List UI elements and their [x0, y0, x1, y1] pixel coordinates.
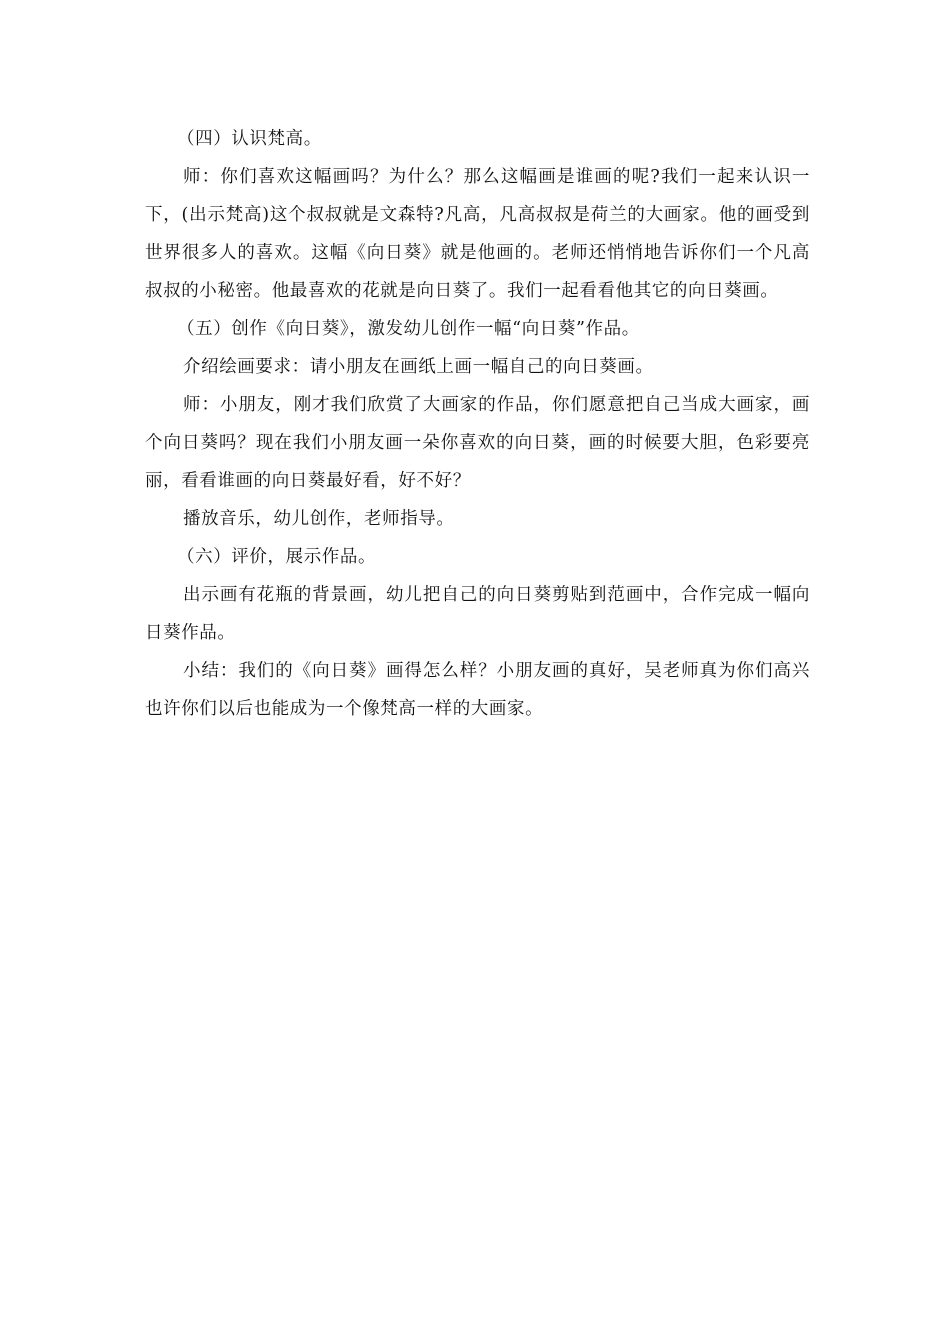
paragraph: 介绍绘画要求：请小朋友在画纸上画一幅自己的向日葵画。 [183, 357, 654, 377]
section-heading: （六）评价，展示作品。 [177, 547, 377, 567]
paragraph: 播放音乐，幼儿创作，老师指导。 [183, 509, 455, 529]
section-heading: （五）创作《向日葵》，激发幼儿创作一幅“向日葵”作品。 [177, 319, 640, 339]
paragraph: 出示画有花瓶的背景画，幼儿把自己的向日葵剪贴到范画中，合作完成一幅向日葵作品。 [145, 585, 810, 643]
paragraph: 师：小朋友，刚才我们欣赏了大画家的作品，你们愿意把自己当成大画家，画个向日葵吗？现在我们小朋友画一朵你喜欢的向日葵，画的时候要大胆，色彩要亮丽，看看谁画的向日葵最好看，好不好？ [145, 395, 810, 491]
paragraph: 师：你们喜欢这幅画吗？为什么？那么这幅画是谁画的呢?我们一起来认识一下，(出示梵高)这个叔叔就是文森特?凡高，凡高叔叔是荷兰的大画家。他的画受到世界很多人的喜欢。这幅《向日葵》就是他画的。老师还悄悄地告诉你们一个凡高叔叔的小秘密。他最喜欢的花就是向日葵了。我们一起看看他其它的向日葵画。 [145, 167, 810, 301]
paragraph: 小结：我们的《向日葵》画得怎么样？小朋友画的真好，吴老师真为你们高兴也许你们以后也能成为一个像梵高一样的大画家。 [145, 661, 810, 719]
section-heading: （四）认识梵高。 [177, 129, 322, 149]
document-body [145, 120, 810, 728]
